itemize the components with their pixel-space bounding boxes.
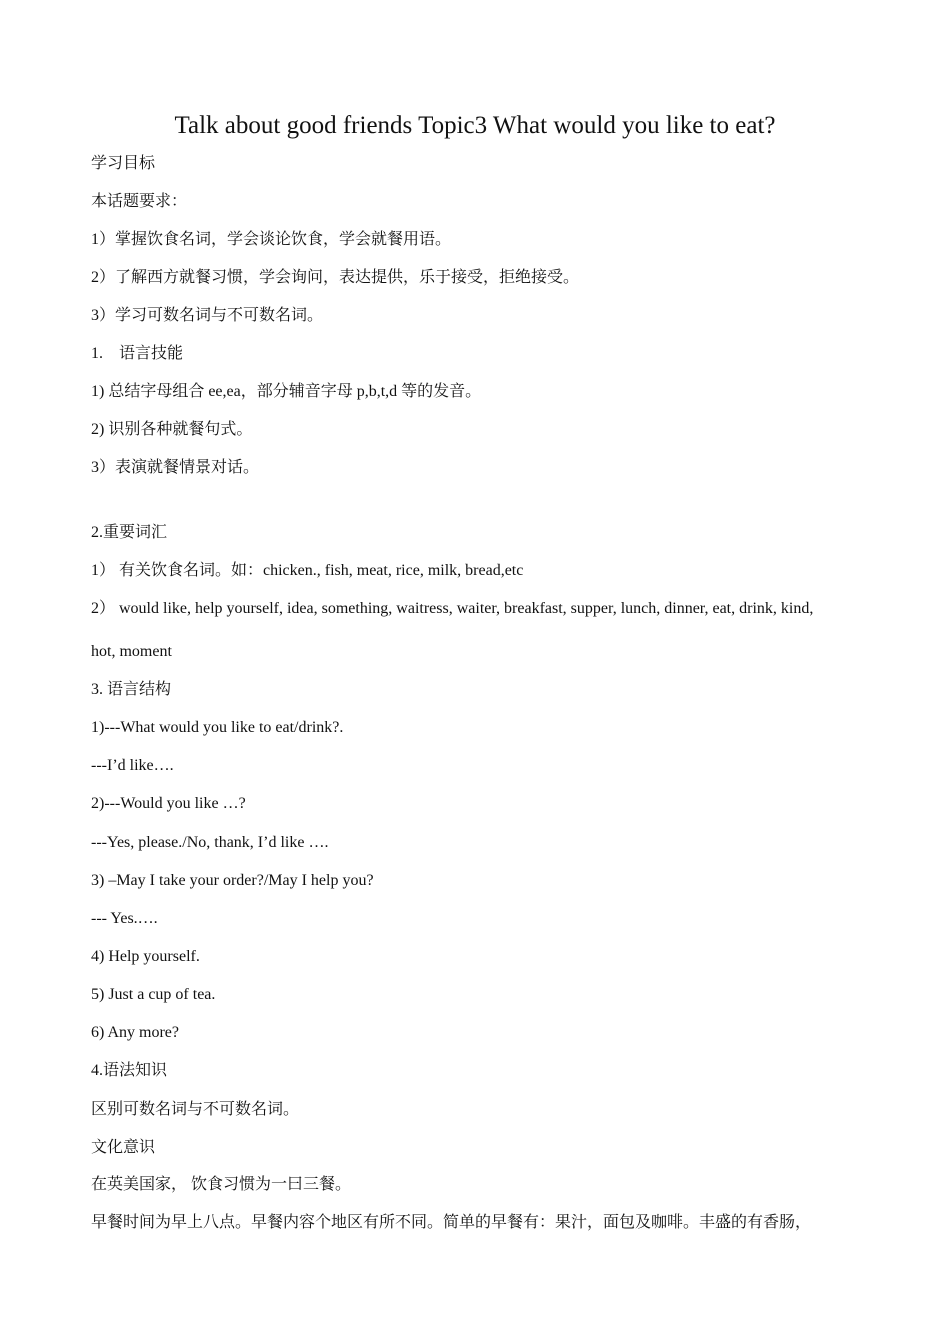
section-heading-language-structure: 3. 语言结构 (91, 681, 172, 698)
list-item-goal-1: 1）掌握饮食名词，学会谈论饮食，学会就餐用语。 (91, 231, 452, 248)
list-item-vocab-2: 2） would like, help yourself, idea, something, waitress, waiter, breakfast, supper, lunch, dinner, eat, drink, kind, (91, 600, 814, 617)
list-item-skill-1: 1) 总结字母组合 ee,ea，部分辅音字母 p,b,t,d 等的发音。 (91, 383, 482, 400)
section-heading-vocabulary: 2.重要词汇 (91, 524, 168, 541)
list-item-vocab-1: 1） 有关饮食名词。如：chicken., fish, meat, rice, milk, bread,etc (91, 562, 524, 579)
structure-line-9: 6) Any more? (91, 1024, 179, 1041)
structure-line-5: 3) –May I take your order?/May I help you? (91, 872, 374, 889)
section-heading-grammar: 4.语法知识 (91, 1062, 168, 1079)
list-item-skill-2: 2) 识别各种就餐句式。 (91, 421, 253, 438)
structure-line-4: ---Yes, please./No, thank, I’d like …. (91, 834, 329, 851)
structure-line-8: 5) Just a cup of tea. (91, 986, 216, 1003)
paragraph-culture-2: 早餐时间为早上八点。早餐内容个地区有所不同。简单的早餐有：果汁，面包及咖啡。丰盛的有香肠， (91, 1214, 812, 1231)
list-item-skill-3: 3）表演就餐情景对话。 (91, 459, 260, 476)
list-item-goal-2: 2）了解西方就餐习惯，学会询问，表达提供，乐于接受，拒绝接受。 (91, 269, 580, 286)
section-heading-learning-goals: 学习目标 (91, 155, 156, 172)
paragraph-topic-requirements: 本话题要求： (91, 193, 188, 210)
section-heading-language-skills: 1. 语言技能 (91, 345, 184, 362)
document-title: Talk about good friends Topic3 What would you like to eat? (174, 112, 776, 139)
structure-line-2: ---I’d like…. (91, 757, 174, 774)
section-heading-culture: 文化意识 (91, 1139, 156, 1156)
structure-line-1: 1)---What would you like to eat/drink?. (91, 719, 344, 736)
paragraph-grammar: 区别可数名词与不可数名词。 (91, 1101, 300, 1118)
structure-line-6: --- Yes.…. (91, 910, 158, 927)
paragraph-culture-1: 在英美国家， 饮食习惯为一曰三餐。 (91, 1176, 352, 1193)
structure-line-3: 2)---Would you like …? (91, 795, 246, 812)
structure-line-7: 4) Help yourself. (91, 948, 200, 965)
list-item-goal-3: 3）学习可数名词与不可数名词。 (91, 307, 324, 324)
list-item-vocab-2-continued: hot, moment (91, 643, 172, 660)
